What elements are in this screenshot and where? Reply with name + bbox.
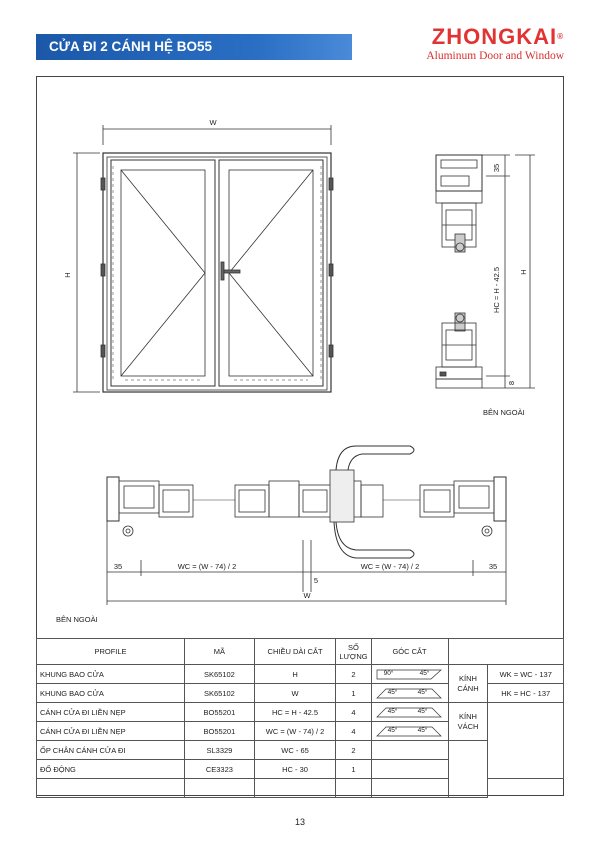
- section-bottom-dim: 8: [507, 380, 516, 386]
- row-code: SK65102: [185, 665, 255, 684]
- row-qty: 4: [336, 722, 371, 741]
- row-qty: 1: [336, 684, 371, 703]
- row-qty: 2: [336, 741, 371, 760]
- header-cut-angle: GÓC CẮT: [371, 639, 448, 665]
- table-row: [37, 665, 564, 684]
- row-angle: [371, 703, 448, 722]
- glass-empty: [488, 703, 564, 779]
- glass-fixed-label: KÍNH VÁCH: [448, 703, 488, 741]
- angle-right: 45°: [417, 726, 428, 734]
- table-row: [37, 741, 564, 760]
- elevation-width-label: W: [209, 118, 217, 127]
- plan-wc-left: WC = (W - 74) / 2: [177, 562, 237, 571]
- header-code: MÃ: [185, 639, 255, 665]
- elevation-height-label: H: [63, 272, 72, 278]
- header-quantity: SỐ LƯỢNG: [336, 639, 371, 665]
- glass-blank: [448, 741, 488, 798]
- row-profile: ĐỐ ĐỘNG: [37, 760, 185, 779]
- row-length: W: [254, 684, 336, 703]
- table-row: [37, 703, 564, 722]
- row-angle: [371, 760, 448, 779]
- door-elevation: [73, 125, 333, 392]
- plan-wc-right: WC = (W - 74) / 2: [360, 562, 420, 571]
- plan-right-dim: 35: [488, 562, 498, 571]
- row-length: WC = (W - 74) / 2: [254, 722, 336, 741]
- side-label-left: BÊN NGOÀI: [56, 615, 98, 624]
- angle-left: 90°: [383, 669, 394, 677]
- row-code: CE3323: [185, 760, 255, 779]
- row-profile: CÁNH CỬA ĐI LIỀN NẸP: [37, 703, 185, 722]
- angle-left: 45°: [387, 707, 398, 715]
- brand-name: ZHONGKAI®: [431, 24, 564, 49]
- angle-left: 45°: [387, 726, 398, 734]
- page-title: CỬA ĐI 2 CÁNH HỆ BO55: [36, 34, 352, 60]
- section-h-label: H: [519, 269, 528, 275]
- table-header-row: [37, 639, 564, 665]
- page-number: 13: [294, 817, 305, 827]
- plan-w-label: W: [303, 591, 311, 600]
- row-length: H: [254, 665, 336, 684]
- row-code: SK65102: [185, 684, 255, 703]
- row-qty: 2: [336, 665, 371, 684]
- row-profile: KHUNG BAO CỬA: [37, 665, 185, 684]
- angle-right: 45°: [417, 707, 428, 715]
- row-profile: KHUNG BAO CỬA: [37, 684, 185, 703]
- row-angle: [371, 741, 448, 760]
- angle-left: 45°: [387, 688, 398, 696]
- row-angle: [371, 684, 448, 703]
- section-top-dim: 35: [492, 163, 501, 173]
- glass-hk: HK = HC - 137: [488, 684, 564, 703]
- row-code: BO55201: [185, 722, 255, 741]
- row-length: HC = H - 42.5: [254, 703, 336, 722]
- row-length: HC - 30: [254, 760, 336, 779]
- row-qty: 4: [336, 703, 371, 722]
- horizontal-section: [107, 446, 506, 605]
- row-profile: CÁNH CỬA ĐI LIỀN NẸP: [37, 722, 185, 741]
- row-qty: 1: [336, 760, 371, 779]
- row-angle: [371, 722, 448, 741]
- glass-sash-label: KÍNH CÁNH: [448, 665, 488, 703]
- header-cut-length: CHIỀU DÀI CẮT: [254, 639, 336, 665]
- glass-wk: WK = WC - 137: [488, 665, 564, 684]
- plan-center-dim: 5: [313, 576, 319, 585]
- brand-tagline: Aluminum Door and Window: [426, 50, 564, 62]
- row-angle: [371, 665, 448, 684]
- side-label-right: BÊN NGOÀI: [483, 408, 525, 417]
- row-code: BO55201: [185, 703, 255, 722]
- section-hc-dim: HC = H - 42.5: [492, 266, 501, 314]
- row-length: WC - 65: [254, 741, 336, 760]
- row-profile: ỐP CHÂN CÁNH CỬA ĐI: [37, 741, 185, 760]
- plan-left-dim: 35: [113, 562, 123, 571]
- header-glass: [448, 639, 563, 665]
- angle-right: 45°: [417, 688, 428, 696]
- cutting-spec-table: [36, 638, 564, 798]
- header-profile: PROFILE: [37, 639, 185, 665]
- angle-right: 45°: [419, 669, 430, 677]
- row-code: SL3329: [185, 741, 255, 760]
